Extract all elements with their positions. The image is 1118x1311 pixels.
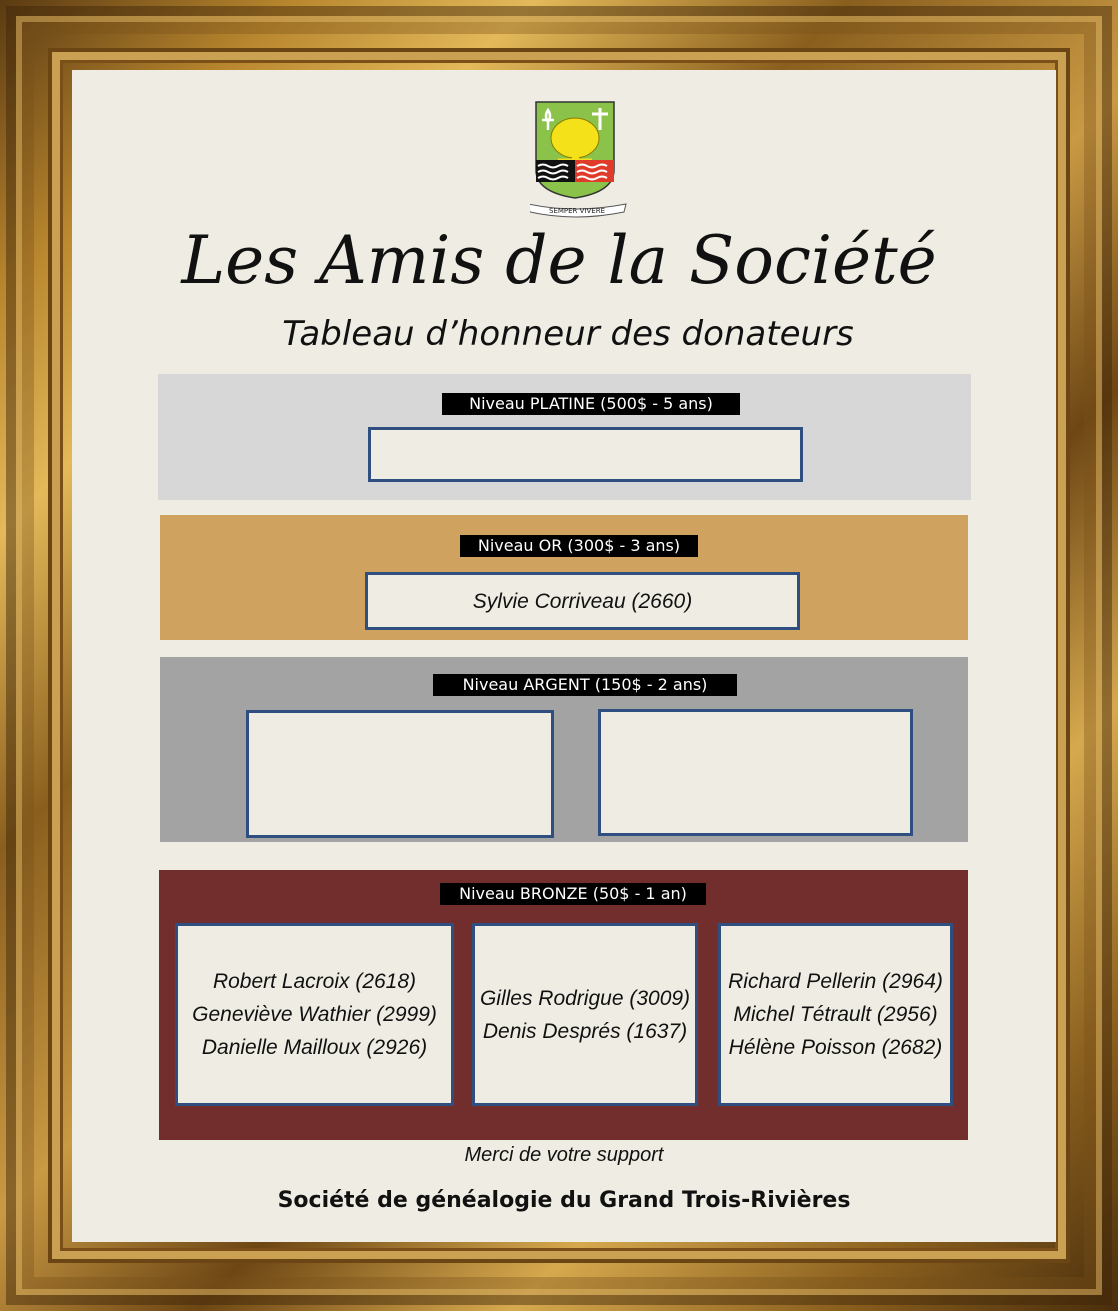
coat-of-arms-icon	[530, 100, 628, 218]
thanks-text: Merci de votre support	[464, 1144, 664, 1166]
bronze-donor-box-2	[472, 923, 698, 1106]
donor-name: Geneviève Wathier (2999)	[192, 1003, 437, 1026]
donor-name: Hélène Poisson (2682)	[728, 1036, 943, 1059]
platine-label: Niveau PLATINE (500$ - 5 ans)	[442, 393, 740, 415]
donor-name: Robert Lacroix (2618)	[212, 970, 417, 993]
bronze-label: Niveau BRONZE (50$ - 1 an)	[440, 883, 706, 905]
donor-name: Sylvie Corriveau (2660)	[472, 589, 693, 613]
donor-name: Denis Després (1637)	[482, 1019, 688, 1043]
donor-name: Richard Pellerin (2964)	[728, 970, 943, 993]
page-subtitle: Tableau d’honneur des donateurs	[282, 314, 854, 354]
donor-name: Gilles Rodrigue (3009)	[479, 986, 691, 1010]
platine-donor-box	[368, 427, 803, 482]
argent-donor-box-2	[598, 709, 913, 836]
page-title: Les Amis de la Société	[181, 222, 937, 299]
society-name: Société de généalogie du Grand Trois-Rivières	[277, 1188, 851, 1213]
donor-name: Michel Tétrault (2956)	[733, 1003, 938, 1026]
or-donor-box	[365, 572, 800, 630]
argent-donor-box-1	[246, 710, 554, 838]
bronze-donor-box-1	[175, 923, 454, 1106]
bronze-donor-box-3	[718, 923, 953, 1106]
argent-label: Niveau ARGENT (150$ - 2 ans)	[433, 674, 737, 696]
donor-name: Danielle Mailloux (2926)	[201, 1036, 428, 1059]
or-label: Niveau OR (300$ - 3 ans)	[460, 535, 698, 557]
svg-text:SEMPER VIVERE: SEMPER VIVERE	[549, 207, 605, 215]
